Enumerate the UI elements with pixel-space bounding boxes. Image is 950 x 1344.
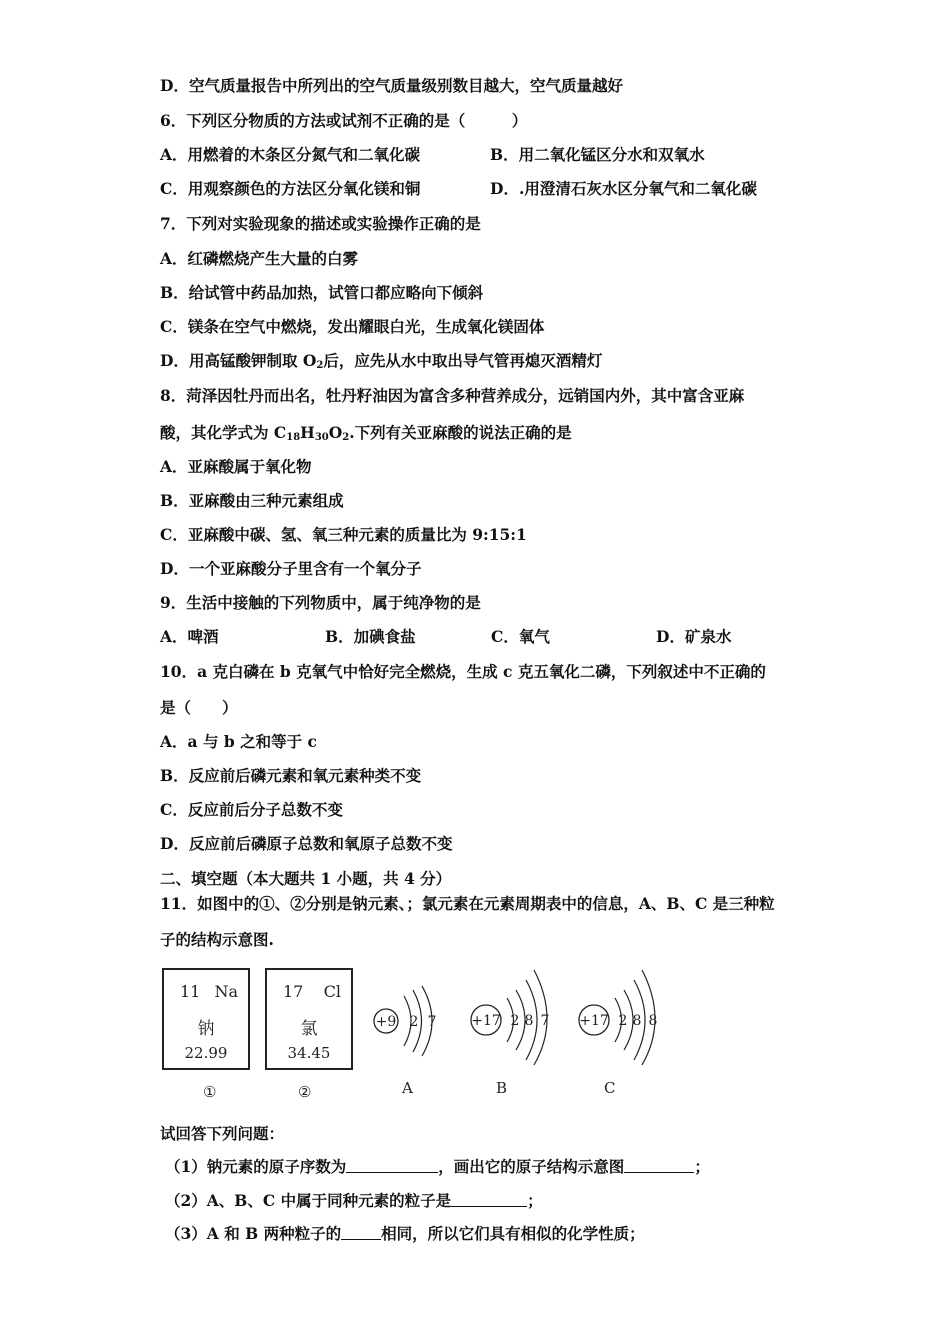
element-symbol: Cl xyxy=(323,982,341,1001)
element-name: 钠 xyxy=(197,1019,215,1039)
nucleus-charge: +17 xyxy=(579,1013,609,1029)
q10-option-b: B．反应前后磷元素和氧元素种类不变 xyxy=(160,766,422,785)
q8-stem-line1: 8．菏泽因牡丹而出名，牡丹籽油因为富含多种营养成分，远销国内外，其中富含亚麻 xyxy=(160,386,745,405)
sub-question-2 xyxy=(165,1191,543,1211)
particle-caption-a: A xyxy=(402,1079,413,1097)
element-symbol: Na xyxy=(214,982,238,1001)
element-card-chlorine xyxy=(265,968,353,1070)
q7d-subscript: 2 xyxy=(316,360,324,371)
atomic-number: 17 xyxy=(283,982,304,1001)
sq1-text-2: ，画出它的原子结构示意图 xyxy=(438,1157,625,1176)
nucleus-charge: +17 xyxy=(471,1013,501,1029)
particle-diagram-a xyxy=(362,978,462,1068)
q9-option-a: A．啤酒 xyxy=(160,627,219,646)
answer-blank[interactable] xyxy=(451,1192,527,1207)
answer-blank[interactable] xyxy=(341,1225,381,1240)
q9-stem: 9．生活中接触的下列物质中，属于纯净物的是 xyxy=(160,593,481,612)
q10-option-c: C．反应前后分子总数不变 xyxy=(160,800,343,819)
sq3-text-1: （3）A 和 B 两种粒子的 xyxy=(165,1224,342,1243)
card-caption-2: ② xyxy=(298,1083,312,1101)
particle-caption-b: B xyxy=(496,1079,508,1097)
q10-stem-line1: 10．a 克白磷在 b 克氧气中恰好完全燃烧，生成 c 克五氧化二磷，下列叙述中不正确的 xyxy=(160,662,766,681)
q7-stem: 7．下列对实验现象的描述或实验操作正确的是 xyxy=(160,214,481,233)
sq3-text-2: 相同，所以它们具有相似的化学性质； xyxy=(381,1224,645,1243)
sq1-text-1: （1）钠元素的原子序数为 xyxy=(165,1157,347,1176)
q10-option-a: A．a 与 b 之和等于 c xyxy=(160,732,317,751)
q11-stem-line2: 子的结构示意图. xyxy=(160,930,274,949)
q7-option-c: C．镁条在空气中燃烧，发出耀眼白光，生成氧化镁固体 xyxy=(160,317,545,336)
q9-option-b: B．加碘食盐 xyxy=(325,627,416,646)
q7d-text-1: D．用高锰酸钾制取 O xyxy=(160,351,317,370)
q8-option-d: D．一个亚麻酸分子里含有一个氧分子 xyxy=(160,559,422,578)
sub-question-1 xyxy=(165,1157,710,1177)
q6-stem: 6．下列区分物质的方法或试剂不正确的是（ ） xyxy=(160,111,528,130)
particle-caption-c: C xyxy=(604,1079,616,1097)
sq2-text-1: （2）A、B、C 中属于同种元素的粒子是 xyxy=(165,1191,452,1210)
nucleus-charge: +9 xyxy=(375,1014,397,1030)
q6-option-b: B．用二氧化锰区分水和双氧水 xyxy=(490,145,705,164)
q7-option-d xyxy=(160,351,602,376)
q9-option-d: D．矿泉水 xyxy=(656,627,732,646)
q7d-text-2: 后，应先从水中取出导气管再熄灭酒精灯 xyxy=(323,351,603,370)
shell-electrons: 8 xyxy=(648,1013,658,1029)
formula-o: O xyxy=(328,423,343,442)
element-name: 氯 xyxy=(300,1019,318,1039)
shell-electrons: 7 xyxy=(427,1014,437,1030)
q8-text-post: .下列有关亚麻酸的说法正确的是 xyxy=(349,423,572,442)
formula-h: H xyxy=(300,423,315,442)
atomic-mass: 34.45 xyxy=(287,1044,331,1062)
particle-diagram-b xyxy=(462,962,572,1067)
q8-text-pre: 酸，其化学式为 xyxy=(160,423,274,442)
q6-option-a: A．用燃着的木条区分氮气和二氧化碳 xyxy=(160,145,421,164)
shell-electrons: 2 xyxy=(618,1013,628,1029)
q7-option-a: A．红磷燃烧产生大量的白雾 xyxy=(160,249,359,268)
answer-blank[interactable] xyxy=(346,1158,438,1173)
q8-option-b: B．亚麻酸由三种元素组成 xyxy=(160,491,344,510)
formula-c-sub: 18 xyxy=(286,432,301,443)
sq2-text-2: ； xyxy=(527,1191,543,1210)
shell-electrons: 2 xyxy=(510,1013,520,1029)
q8-option-a: A．亚麻酸属于氧化物 xyxy=(160,457,312,476)
shell-electrons: 8 xyxy=(524,1013,534,1029)
answer-prompt: 试回答下列问题： xyxy=(160,1124,285,1143)
element-card-sodium xyxy=(162,968,250,1070)
q6-option-d: D．.用澄清石灰水区分氧气和二氧化碳 xyxy=(490,179,757,198)
shell-electrons: 8 xyxy=(632,1013,642,1029)
formula-c: C xyxy=(273,423,287,442)
formula-h-sub: 30 xyxy=(314,432,329,443)
sq1-text-3: ； xyxy=(694,1157,710,1176)
q9-option-c: C．氧气 xyxy=(491,627,550,646)
q6-option-c: C．用观察颜色的方法区分氧化镁和铜 xyxy=(160,179,421,198)
shell-electrons: 2 xyxy=(409,1014,419,1030)
sub-question-3 xyxy=(165,1224,645,1244)
q11-stem-line1: 11．如图中的①、②分别是钠元素、；氯元素在元素周期表中的信息，A、B、C 是三种粒 xyxy=(160,894,775,913)
answer-blank[interactable] xyxy=(624,1158,694,1173)
q10-stem-line2: 是（ ） xyxy=(160,698,238,717)
q7-option-b: B．给试管中药品加热，试管口都应略向下倾斜 xyxy=(160,283,484,302)
formula-o-sub: 2 xyxy=(342,432,350,443)
particle-diagram-c xyxy=(570,962,680,1067)
q5-option-d: D．空气质量报告中所列出的空气质量级别数目越大，空气质量越好 xyxy=(160,76,623,95)
card-caption-1: ① xyxy=(203,1083,217,1101)
section-2-heading: 二、填空题（本大题共 1 小题，共 4 分） xyxy=(160,869,452,888)
shell-electrons: 7 xyxy=(540,1013,550,1029)
atomic-mass: 22.99 xyxy=(184,1044,228,1062)
q10-option-d: D．反应前后磷原子总数和氧原子总数不变 xyxy=(160,834,453,853)
atomic-number: 11 xyxy=(180,982,201,1001)
q8-stem-line2 xyxy=(160,423,572,448)
q8-option-c: C．亚麻酸中碳、氢、氧三种元素的质量比为 9:15:1 xyxy=(160,525,527,544)
